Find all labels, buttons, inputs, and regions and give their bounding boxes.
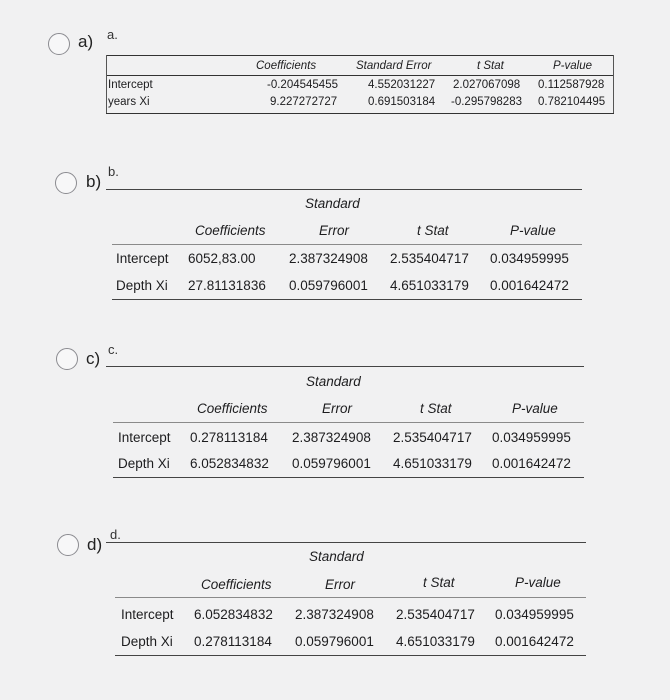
table-c-row1-v1: 0.278113184 [190, 430, 268, 445]
table-a-row2-v1: 9.227272727 [270, 96, 338, 108]
table-a-row2-v2: 0.691503184 [368, 96, 436, 108]
table-d-header-standard: Standard [309, 549, 364, 564]
table-c-row2-v2: 0.059796001 [292, 456, 371, 471]
table-c-header-pvalue: P-value [512, 401, 558, 416]
table-d-row1-v1: 6.052834832 [194, 607, 273, 622]
table-a-header-tstat: t Stat [477, 60, 504, 72]
table-b-header-coefficients: Coefficients [195, 223, 266, 238]
table-b-row1-v3: 2.535404717 [390, 251, 469, 266]
table-a-header-pvalue: P-value [553, 60, 592, 72]
option-a-sublabel: a. [107, 27, 118, 42]
table-d-row2-name: Depth Xi [121, 634, 173, 649]
option-d-label: d) [87, 535, 103, 554]
table-d-row1-v2: 2.387324908 [295, 607, 374, 622]
option-a-radio[interactable] [48, 33, 70, 55]
table-c-row2-v3: 4.651033179 [393, 456, 472, 471]
table-c-header-tstat: t Stat [420, 401, 452, 416]
table-d-row1-v3: 2.535404717 [396, 607, 475, 622]
option-b-sublabel: b. [108, 164, 119, 179]
table-a-row1-v1: -0.204545455 [267, 79, 338, 91]
table-a-row1-v4: 0.112587928 [538, 79, 605, 91]
table-c-row1-v3: 2.535404717 [393, 430, 472, 445]
table-b-row1-v4: 0.034959995 [490, 251, 569, 266]
table-b-row1-v2: 2.387324908 [289, 251, 368, 266]
table-a-row2-name: years Xi [108, 96, 150, 108]
table-a-header-coefficients: Coefficients [256, 60, 317, 72]
table-b-row1-v1: 6052,83.00 [188, 251, 256, 266]
option-c-radio[interactable] [56, 348, 78, 370]
table-d-row2-v3: 4.651033179 [396, 634, 475, 649]
table-c-header-error: Error [322, 401, 352, 416]
table-a-row2-v4: 0.782104495 [538, 96, 606, 108]
table-c-row1-v4: 0.034959995 [492, 430, 571, 445]
table-a-row2-v3: -0.295798283 [451, 96, 522, 108]
table-a-row1-name: Intercept [108, 79, 153, 91]
table-d-row1-name: Intercept [121, 607, 174, 622]
table-c-header-standard: Standard [306, 374, 361, 389]
table-b-row2-v3: 4.651033179 [390, 278, 469, 293]
table-d-header-pvalue: P-value [515, 575, 561, 590]
table-d-header-coefficients: Coefficients [201, 577, 272, 592]
table-b-row2-v1: 27.81131836 [188, 278, 266, 293]
option-a-label: a) [78, 32, 94, 51]
table-d-header-error: Error [325, 577, 355, 592]
table-b-row1-name: Intercept [116, 251, 169, 266]
table-c-row2-name: Depth Xi [118, 456, 170, 471]
option-b-label: b) [86, 172, 102, 191]
table-b-header-standard: Standard [305, 196, 360, 211]
option-d-radio[interactable] [57, 534, 79, 556]
table-c-row1-v2: 2.387324908 [292, 430, 371, 445]
table-a-header-stderr: Standard Error [356, 60, 432, 72]
table-c-row2-v1: 6.052834832 [190, 456, 269, 471]
table-b-row2-v4: 0.001642472 [490, 278, 569, 293]
table-d-row2-v2: 0.059796001 [295, 634, 374, 649]
table-b-header-tstat: t Stat [417, 223, 449, 238]
table-c-header-coefficients: Coefficients [197, 401, 268, 416]
table-c-row2-v4: 0.001642472 [492, 456, 571, 471]
table-b-header-error: Error [319, 223, 349, 238]
table-d-row2-v1: 0.278113184 [194, 634, 272, 649]
table-d-row2-v4: 0.001642472 [495, 634, 574, 649]
table-a-row1-v2: 4.552031227 [368, 79, 436, 91]
table-d-row1-v4: 0.034959995 [495, 607, 574, 622]
table-d-header-tstat: t Stat [423, 575, 455, 590]
table-a-row1-v3: 2.027067098 [453, 79, 521, 91]
option-b-radio[interactable] [55, 172, 77, 194]
option-d-sublabel: d. [110, 527, 121, 542]
option-c-sublabel: c. [108, 342, 119, 357]
table-b-row2-v2: 0.059796001 [289, 278, 368, 293]
option-c-label: c) [86, 349, 101, 368]
table-b-header-pvalue: P-value [510, 223, 556, 238]
table-b-row2-name: Depth Xi [116, 278, 168, 293]
table-c-row1-name: Intercept [118, 430, 171, 445]
